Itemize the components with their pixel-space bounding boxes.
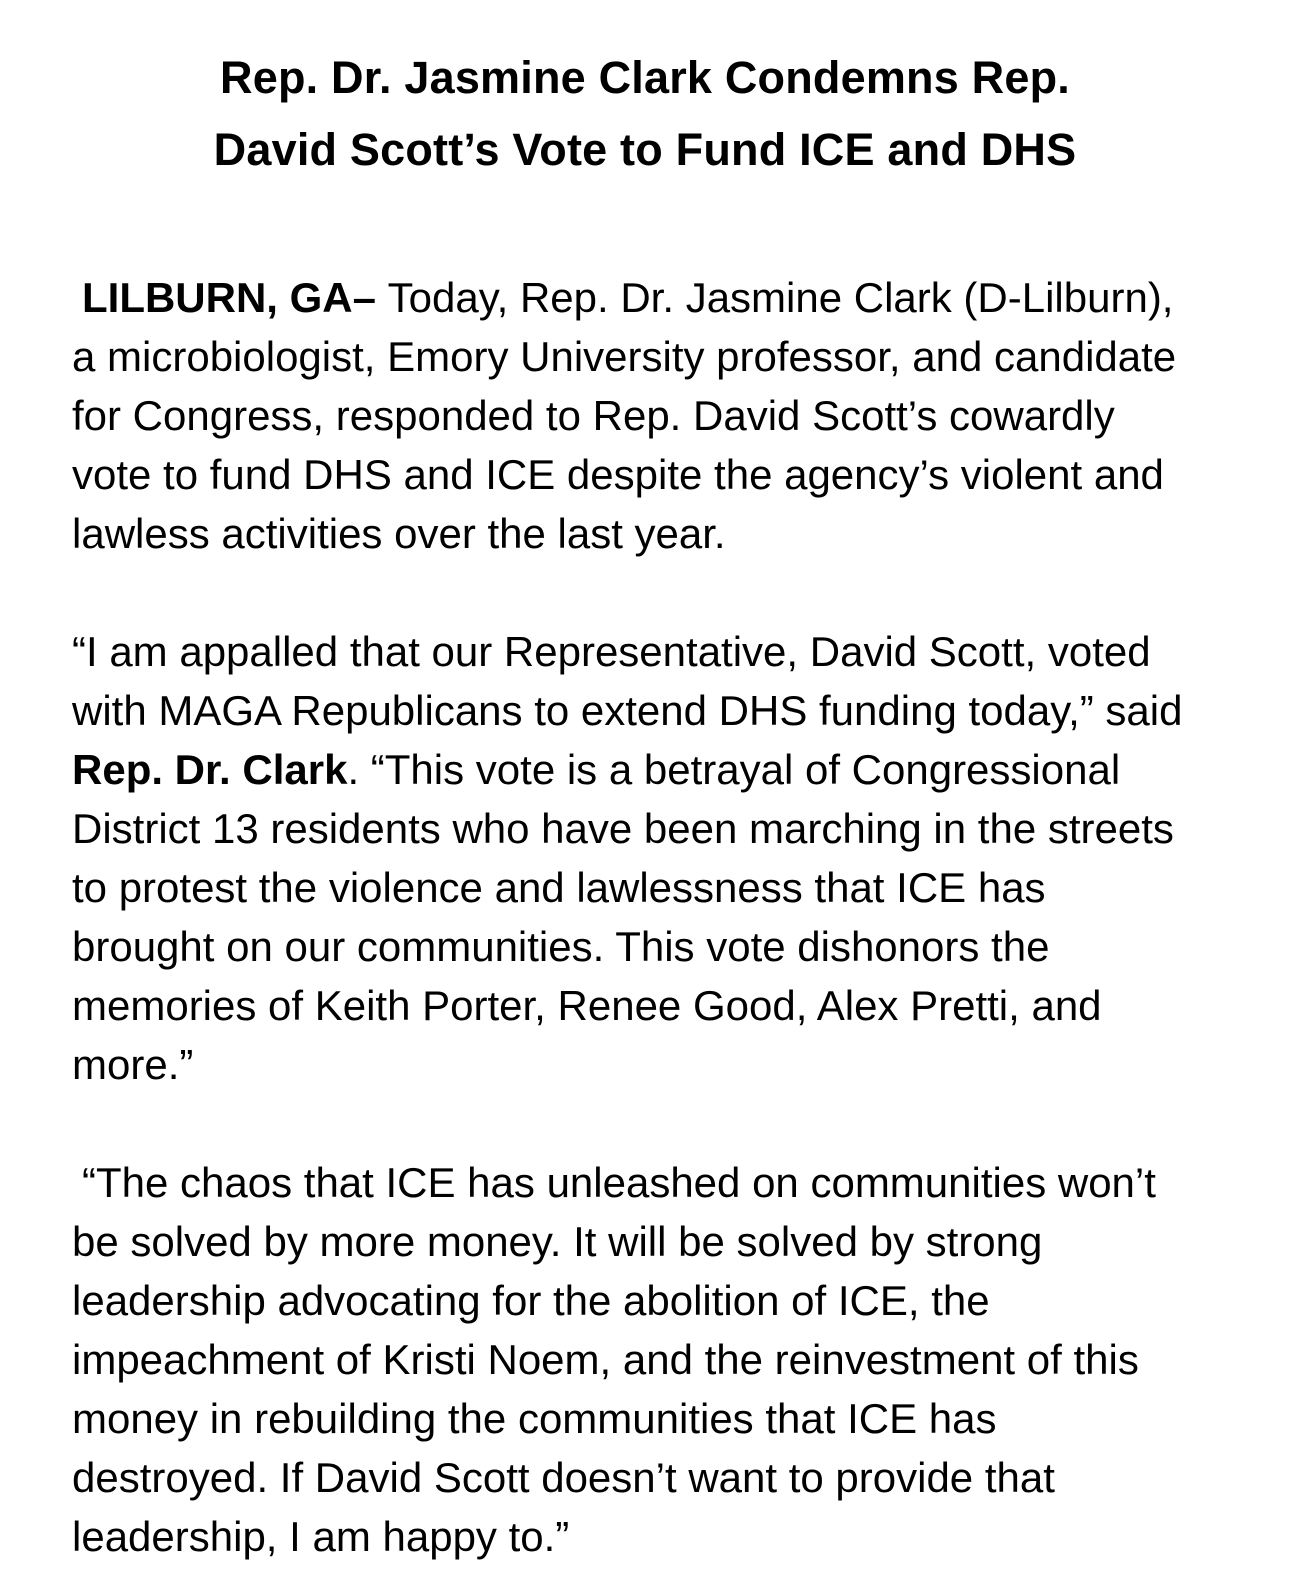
paragraph-dateline-text: Today, Rep. Dr. Jasmine Clark (D-Lilburn), a microbiologist, Emory University professor, and candidate for Congress, responded to Rep. David Scott’s cowardly vote to fund DHS and ICE despite the agency’s violent and lawless activities over the last year. <box>72 274 1177 557</box>
title-line-1: Rep. Dr. Jasmine Clark Condemns Rep. <box>220 52 1070 103</box>
speaker-name: Rep. Dr. Clark <box>72 746 348 793</box>
paragraph-quote-1 <box>72 622 1192 1094</box>
quote-1-before-speaker: “I am appalled that our Representative, David Scott, voted with MAGA Republicans to extend DHS funding today,” said <box>72 628 1183 734</box>
paragraph-dateline <box>72 268 1192 563</box>
quote-2-text: “The chaos that ICE has unleashed on communities won’t be solved by more money. It will be solved by strong leadership advocating for the abolition of ICE, the impeachment of Kristi Noem, and the reinvestment of this money in rebuilding the communities that ICE has destroyed. If David Scott doesn’t want to provide that leadership, I am happy to.” <box>72 1159 1156 1560</box>
quote-1-after-speaker: . “This vote is a betrayal of Congressional District 13 residents who have been marching in the streets to protest the violence and lawlessness that ICE has brought on our communities. This vote dishonors the memories of Keith Porter, Renee Good, Alex Pretti, and more.” <box>72 746 1174 1088</box>
title-line-2: David Scott’s Vote to Fund ICE and DHS <box>213 124 1077 175</box>
dateline-label: LILBURN, GA– <box>82 274 388 321</box>
paragraph-quote-2 <box>72 1153 1192 1566</box>
page-title <box>72 42 1218 186</box>
